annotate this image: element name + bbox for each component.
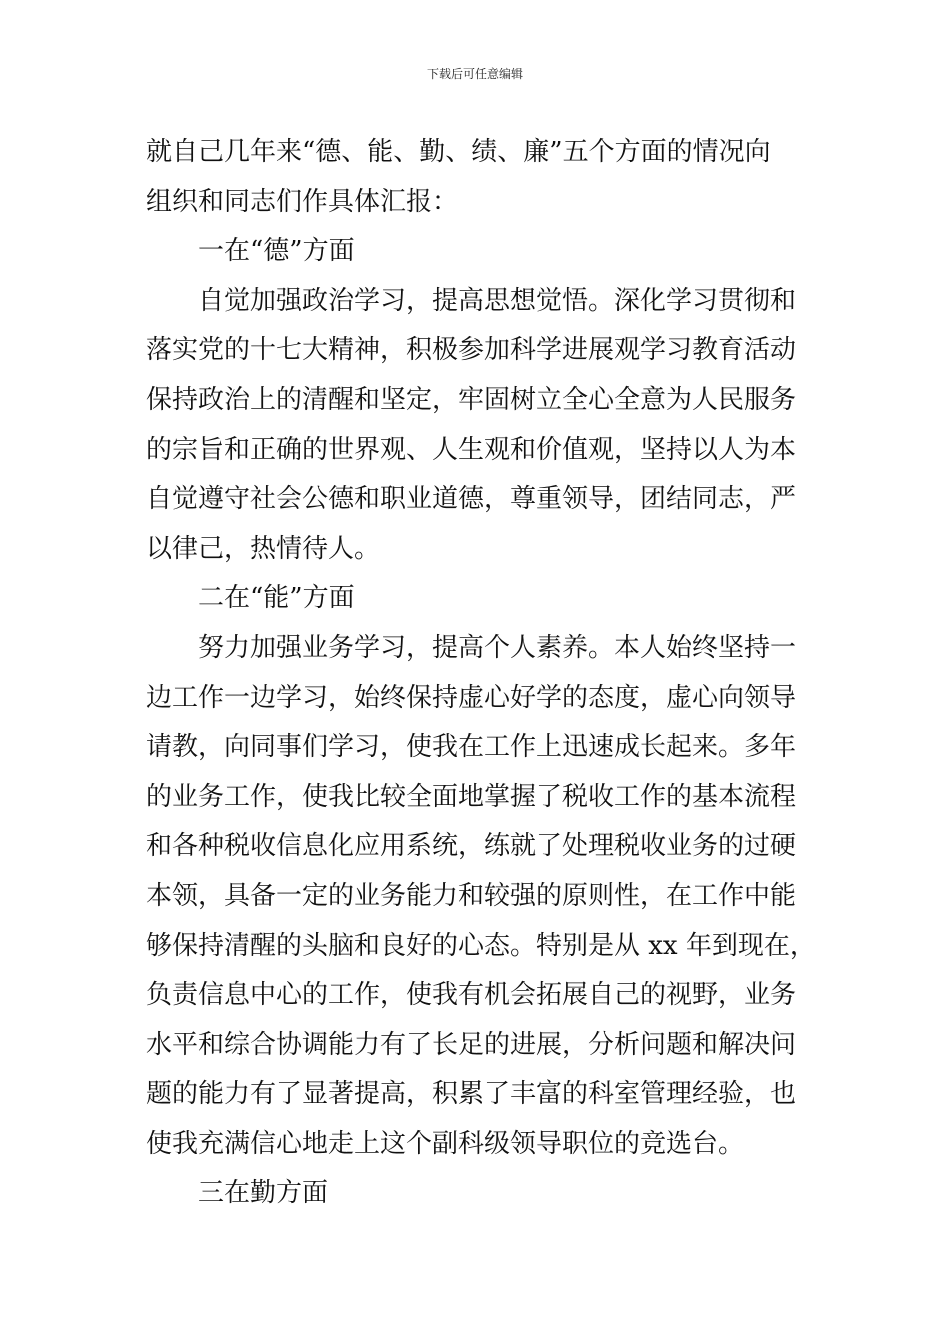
section-heading: 一在“德”方面 xyxy=(198,236,355,267)
text-line: 自觉遵守社会公德和职业道德，尊重领导，团结同志，严 xyxy=(146,484,797,515)
text-line: 使我充满信心地走上这个副科级领导职位的竞选台。 xyxy=(146,1128,745,1159)
text-line: 本领，具备一定的业务能力和较强的原则性，在工作中能 xyxy=(146,880,797,911)
text-line: 够保持清醒的头脑和良好的心态。特别是从 xx 年到现在， xyxy=(146,930,816,961)
text-line: 题的能力有了显著提高，积累了丰富的科室管理经验，也 xyxy=(146,1079,797,1110)
text-line: 以律己，热情待人。 xyxy=(146,533,381,564)
paragraph-first-line: 努力加强业务学习，提高个人素养。本人始终坚持一 xyxy=(198,632,797,663)
page-header: 下载后可任意编辑 xyxy=(426,67,523,81)
text-line: 就自己几年来“德、能、勤、绩、廉”五个方面的情况向 xyxy=(146,137,771,167)
text-line: 请教，向同事们学习，使我在工作上迅速成长起来。多年 xyxy=(146,732,797,763)
text-line: 组织和同志们作具体汇报： xyxy=(146,186,459,217)
section-heading: 三在勤方面 xyxy=(198,1178,329,1209)
text-line: 和各种税收信息化应用系统，练就了处理税收业务的过硬 xyxy=(146,831,797,862)
text-line: 的宗旨和正确的世界观、人生观和价值观，坚持以人为本 xyxy=(146,434,797,465)
text-line: 水平和综合协调能力有了长足的进展，分析问题和解决问 xyxy=(146,1029,797,1060)
document-body xyxy=(146,128,816,1219)
text-line: 边工作一边学习，始终保持虚心好学的态度，虚心向领导 xyxy=(146,682,797,713)
paragraph-first-line: 自觉加强政治学习，提高思想觉悟。深化学习贯彻和 xyxy=(198,285,797,316)
text-line: 负责信息中心的工作，使我有机会拓展自己的视野，业务 xyxy=(146,980,797,1011)
text-line: 保持政治上的清醒和坚定，牢固树立全心全意为人民服务 xyxy=(146,384,797,415)
section-heading: 二在“能”方面 xyxy=(198,583,355,614)
text-line: 落实党的十七大精神，积极参加科学进展观学习教育活动 xyxy=(146,335,797,366)
text-line: 的业务工作，使我比较全面地掌握了税收工作的基本流程 xyxy=(146,781,797,812)
